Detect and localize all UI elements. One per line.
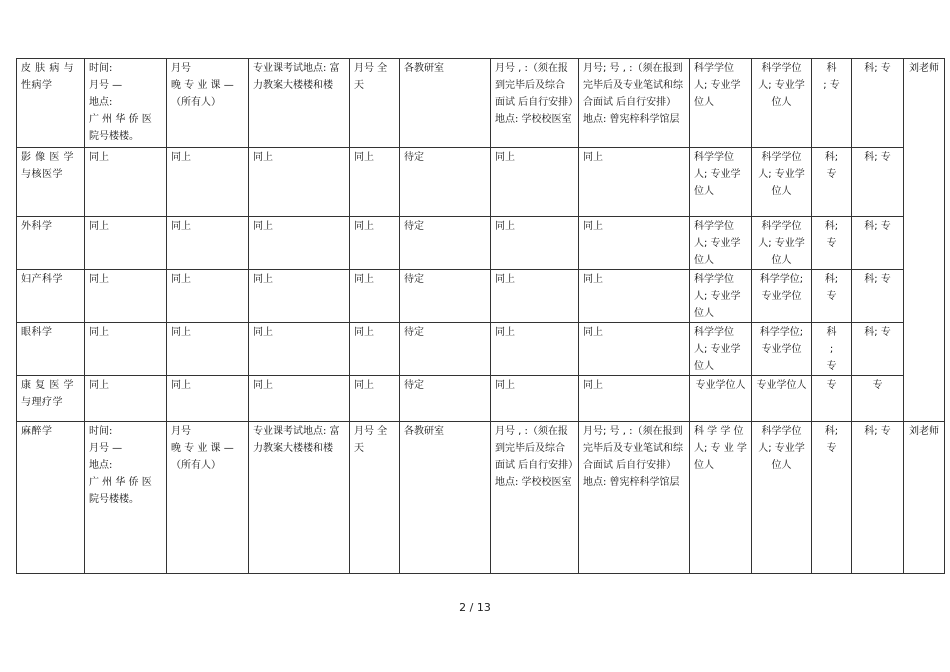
interview-day-cell: 同上: [350, 376, 400, 422]
quota-cell-a: 科学学位人; 专业学位人: [690, 323, 752, 376]
written-exam-text: 月号 晚 专 业 课 —（所有人）: [171, 426, 234, 471]
reporting-cell: 同上: [85, 217, 167, 270]
reporting-cell: [85, 422, 167, 574]
major-cell: 麻醉学: [17, 422, 85, 574]
interview-day-cell: 月号 全天: [350, 59, 400, 148]
written-exam-cell: 同上: [167, 323, 249, 376]
written-exam-cell: 同上: [167, 376, 249, 422]
table-row: [17, 59, 945, 148]
major-cell: 影 像 医 学 与核医学: [17, 148, 85, 217]
quota-cell-c-text: 科 ; 专: [826, 327, 837, 372]
quota-cell-c-text: 科; 专: [824, 221, 839, 249]
written-exam-cell: [167, 422, 249, 574]
psych-test-cell: 月号; 号 , :（须在报到完毕后及专业笔试和综合面试 后自行安排）地点: 曾宪梓科学馆层: [579, 59, 690, 148]
reporting-cell: 同上: [85, 376, 167, 422]
written-exam-cell: [167, 59, 249, 148]
quota-cell-a: 科学学位人; 专业学位人: [690, 148, 752, 217]
quota-cell-d: 科; 专: [852, 270, 904, 323]
medical-check-cell: 同上: [491, 270, 579, 323]
quota-cell-c-text: 科 ; 专: [823, 63, 840, 91]
quota-cell-b: 科学学位; 专业学位: [752, 270, 812, 323]
quota-cell-b: 专业学位人: [752, 376, 812, 422]
written-exam-text: 月号 晚 专 业 课 —（所有人）: [171, 63, 234, 108]
quota-cell-c: [812, 323, 852, 376]
written-exam-cell: 同上: [167, 217, 249, 270]
psych-test-cell: 月号; 号 , :（须在报到完毕后及专业笔试和综合面试 后自行安排）地点: 曾宪梓科学馆层: [579, 422, 690, 574]
major-cell: 康 复 医 学 与理疗学: [17, 376, 85, 422]
quota-cell-c: [812, 217, 852, 270]
interview-day-cell: 同上: [350, 323, 400, 376]
quota-cell-d: 专: [852, 376, 904, 422]
medical-check-cell: 同上: [491, 323, 579, 376]
medical-check-cell: 同上: [491, 148, 579, 217]
written-exam-cell: 同上: [167, 148, 249, 217]
medical-check-cell: 同上: [491, 217, 579, 270]
major-cell: 妇产科学: [17, 270, 85, 323]
medical-check-cell: 月号 , :（须在报到完毕后及综合面试 后自行安排）地点: 学校校医室: [491, 422, 579, 574]
reporting-text: 时间: 月号 — 地点: 广 州 华 侨 医 院号楼楼。: [89, 63, 152, 142]
psych-test-cell: 同上: [579, 376, 690, 422]
quota-cell-c: [812, 270, 852, 323]
quota-cell-c: [812, 148, 852, 217]
quota-cell-c: 专: [812, 376, 852, 422]
quota-cell-c-text: 科; 专: [824, 152, 839, 180]
reporting-cell: [85, 59, 167, 148]
interview-room-cell: 各教研室: [400, 422, 491, 574]
written-exam-cell: 同上: [167, 270, 249, 323]
medical-check-cell: 同上: [491, 376, 579, 422]
quota-cell-c-text: 科; 专: [824, 426, 839, 454]
psych-test-cell: 同上: [579, 270, 690, 323]
interview-room-cell: 待定: [400, 270, 491, 323]
exam-location-cell: 同上: [249, 148, 350, 217]
exam-location-cell: 同上: [249, 323, 350, 376]
exam-location-cell: 同上: [249, 270, 350, 323]
interview-day-cell: 同上: [350, 148, 400, 217]
exam-location-cell: 专业课考试地点: 富力教案大楼楼和楼: [249, 59, 350, 148]
psych-test-cell: 同上: [579, 217, 690, 270]
quota-cell-c-text: 科; 专: [824, 274, 839, 302]
psych-test-cell: 同上: [579, 323, 690, 376]
reporting-cell: 同上: [85, 148, 167, 217]
quota-cell-d: 科; 专: [852, 59, 904, 148]
table-row: [17, 422, 945, 574]
quota-cell-d: 科; 专: [852, 217, 904, 270]
quota-cell-d: 科; 专: [852, 323, 904, 376]
quota-cell-a: 科学学位人; 专业学位人: [690, 270, 752, 323]
quota-cell-b: 科学学位人; 专业学位人: [752, 217, 812, 270]
interview-day-cell: 同上: [350, 217, 400, 270]
major-cell: 外科学: [17, 217, 85, 270]
contact-teacher-cell: 刘老师: [904, 59, 945, 422]
contact-teacher-cell: 刘老师: [904, 422, 945, 574]
exam-location-cell: 同上: [249, 217, 350, 270]
medical-check-cell: 月号 , :（须在报到完毕后及综合面试 后自行安排）地点: 学校校医室: [491, 59, 579, 148]
quota-cell-b: 科学学位人; 专业学位人: [752, 59, 812, 148]
interview-room-cell: 各教研室: [400, 59, 491, 148]
quota-cell-d: 科; 专: [852, 148, 904, 217]
major-cell: 眼科学: [17, 323, 85, 376]
quota-cell-a: 专业学位人: [690, 376, 752, 422]
quota-cell-a: 科学学位人; 专业学位人: [690, 59, 752, 148]
quota-cell-d: 科; 专: [852, 422, 904, 574]
table-row: [17, 270, 945, 323]
quota-cell-b: 科学学位人; 专业学位人: [752, 148, 812, 217]
interview-room-cell: 待定: [400, 148, 491, 217]
reporting-text: 时间: 月号 — 地点: 广 州 华 侨 医 院号楼楼。: [89, 426, 152, 505]
exam-location-cell: 专业课考试地点: 富力教案大楼楼和楼: [249, 422, 350, 574]
major-cell: 皮 肤 病 与 性病学: [17, 59, 85, 148]
interview-day-cell: 同上: [350, 270, 400, 323]
exam-location-cell: 同上: [249, 376, 350, 422]
interview-room-cell: 待定: [400, 376, 491, 422]
interview-room-cell: 待定: [400, 217, 491, 270]
reporting-cell: 同上: [85, 323, 167, 376]
quota-cell-a: 科 学 学 位人; 专 业 学 位人: [690, 422, 752, 574]
interview-room-cell: 待定: [400, 323, 491, 376]
quota-cell-b: 科学学位; 专业学位: [752, 323, 812, 376]
table-row: [17, 323, 945, 376]
table-row: [17, 217, 945, 270]
admission-schedule-table: [16, 58, 945, 574]
interview-day-cell: 月号 全天: [350, 422, 400, 574]
table-row: [17, 376, 945, 422]
quota-cell-b: 科学学位人; 专业学位人: [752, 422, 812, 574]
quota-cell-c: [812, 422, 852, 574]
page-number: 2 / 13: [459, 601, 491, 614]
psych-test-cell: 同上: [579, 148, 690, 217]
reporting-cell: 同上: [85, 270, 167, 323]
table-row: [17, 148, 945, 217]
quota-cell-a: 科学学位人; 专业学位人: [690, 217, 752, 270]
quota-cell-c: [812, 59, 852, 148]
